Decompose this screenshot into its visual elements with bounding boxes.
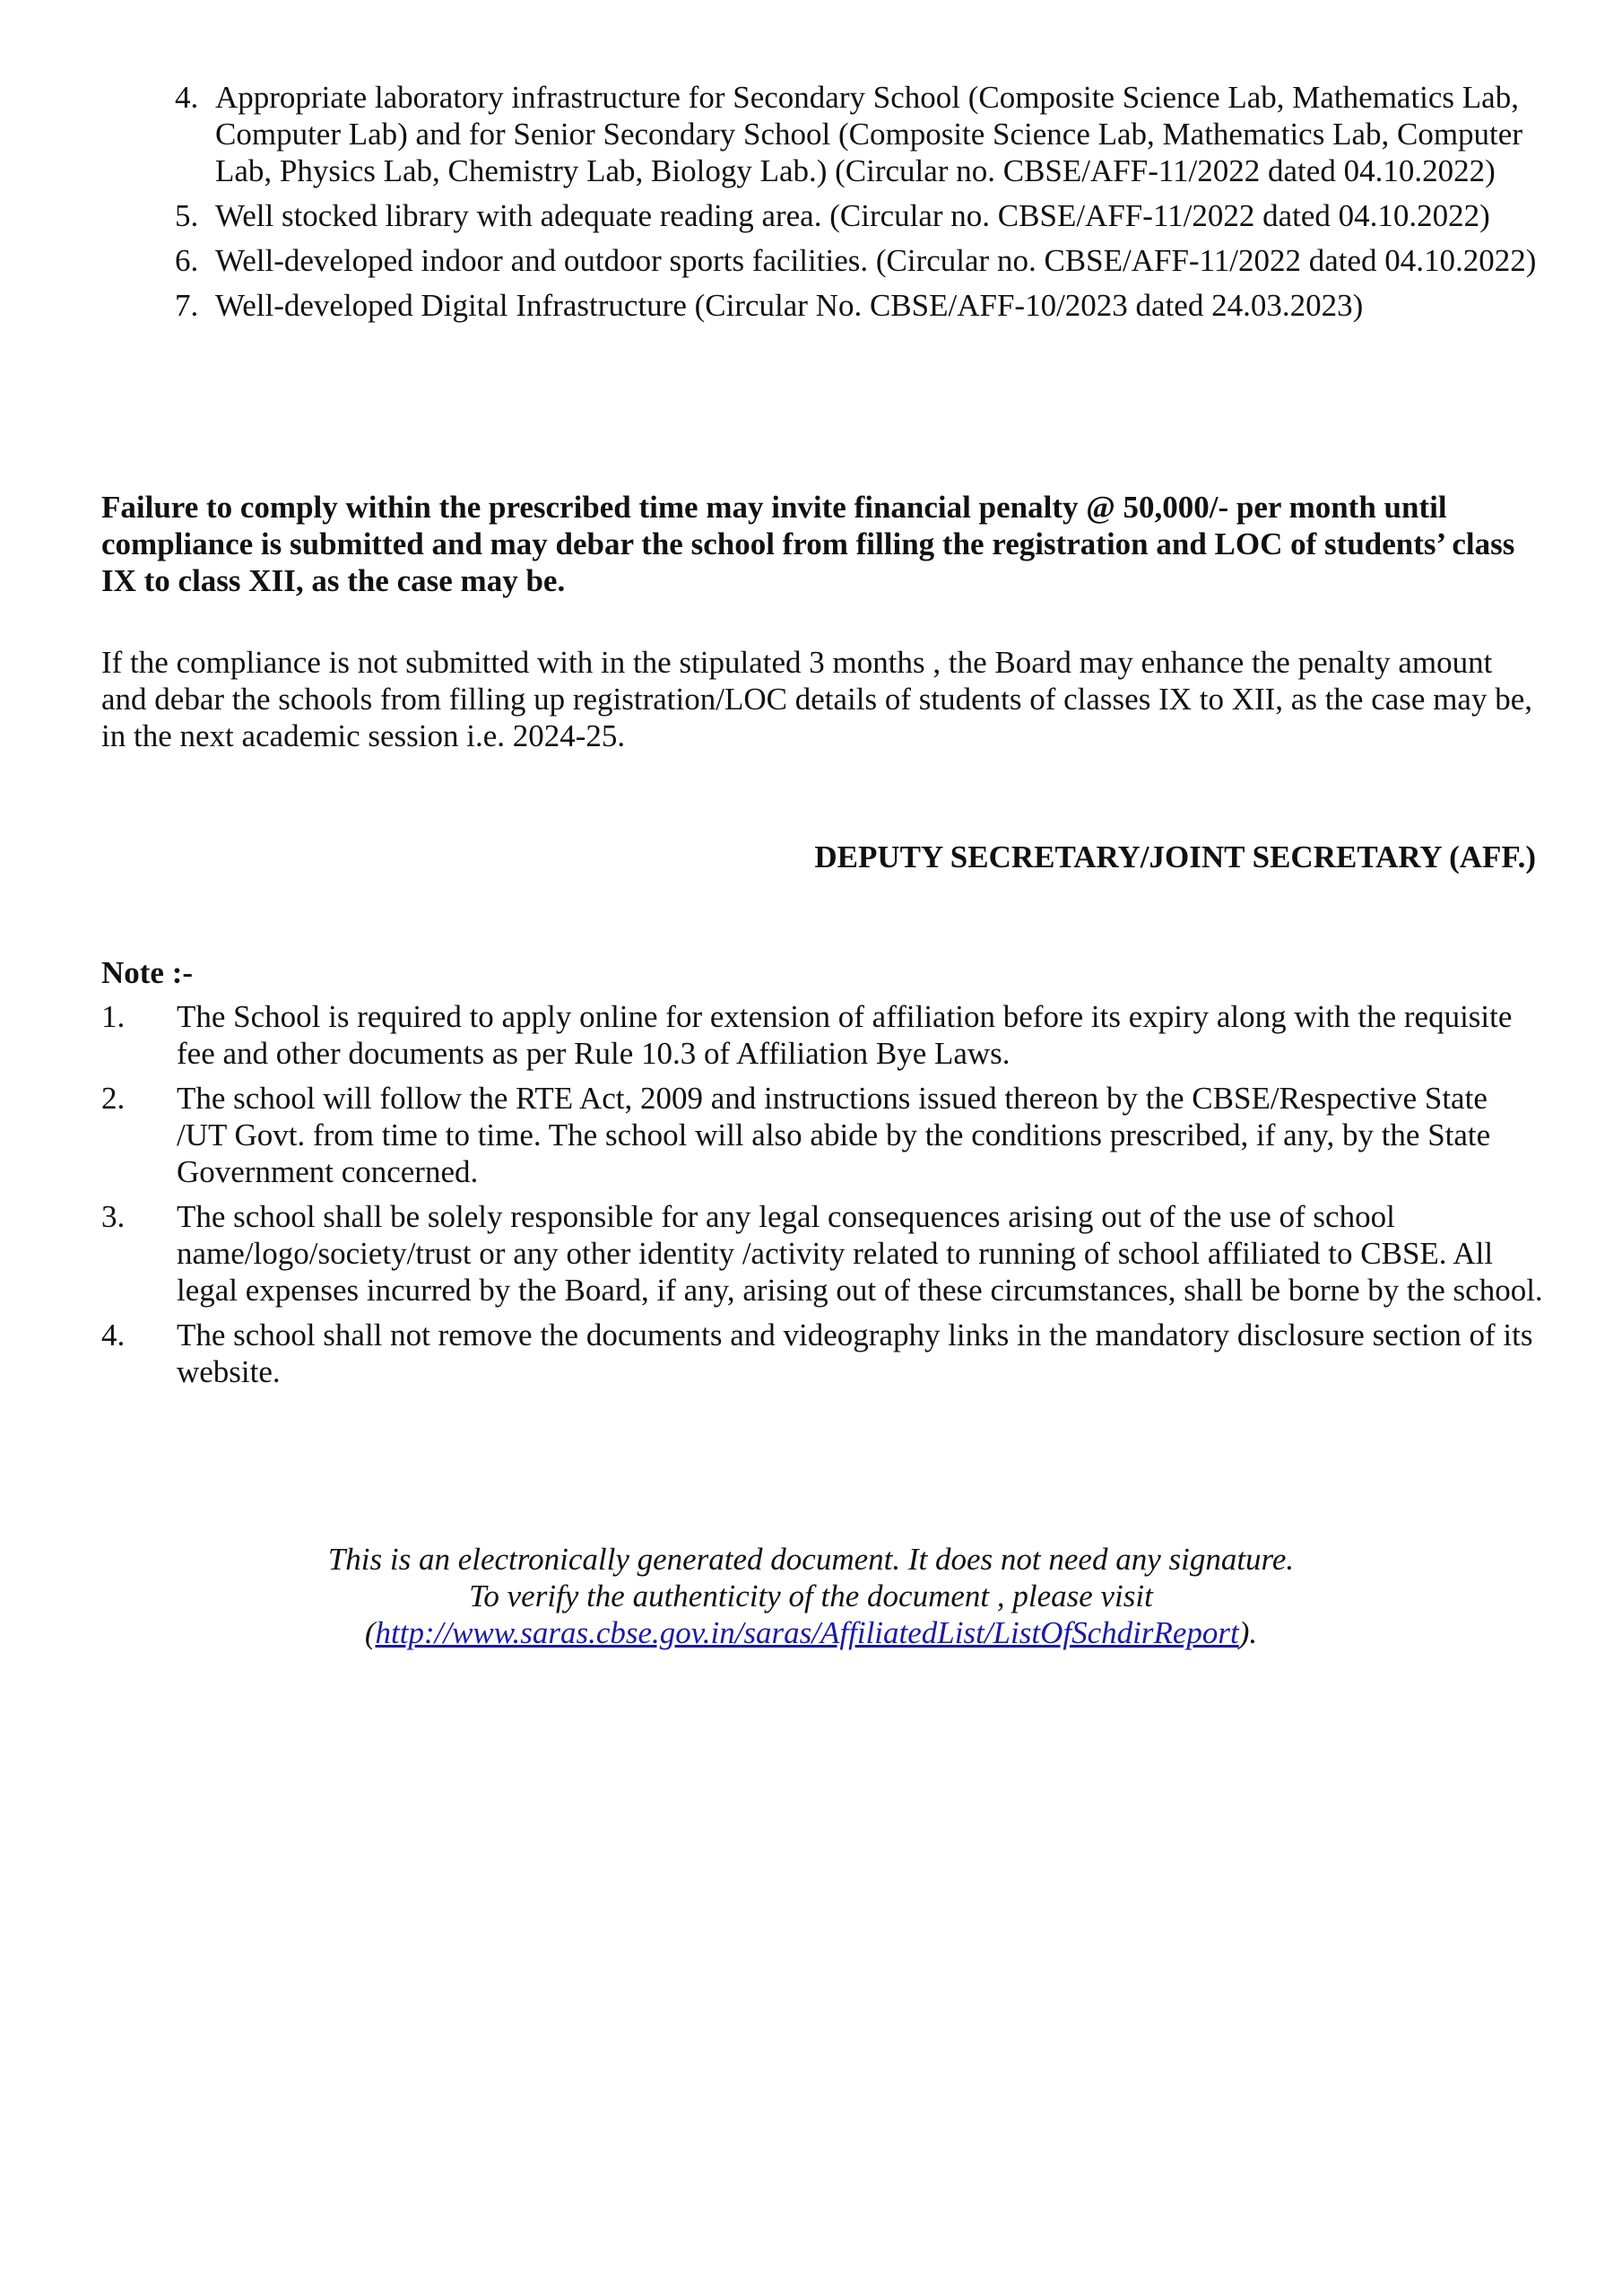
list-item-text: Well-developed Digital Infrastructure (Circular No. CBSE/AFF-10/2023 dated 24.03.2023)	[215, 288, 1364, 323]
list-item	[175, 287, 1538, 324]
footer-paren-close: ).	[1238, 1615, 1258, 1650]
penalty-paragraph: Failure to comply within the prescribed time may invite financial penalty @ 50,000/- per month until compliance is submitted and may debar the school from filling the registration and LOC of students’ class IX to class XII, as the case may be.	[101, 490, 1515, 598]
list-item-text: Well-developed indoor and outdoor sports facilities. (Circular no. CBSE/AFF-11/2022 dated 04.10.2022)	[215, 243, 1537, 278]
list-item-text: The school shall be solely responsible for any legal consequences arising out of the use of school name/logo/society/trust or any other identity /activity related to running of school affiliated to CBSE. All legal expenses incurred by the Board, if any, arising out of these circumstances, shall be borne by the school.	[177, 1199, 1543, 1308]
list-item-number: 3.	[101, 1199, 126, 1234]
list-item	[175, 242, 1538, 279]
signatory-title: DEPUTY SECRETARY/JOINT SECRETARY (AFF.)	[814, 839, 1536, 874]
footer-paren-open: (	[364, 1615, 376, 1650]
verification-link[interactable]: http://www.saras.cbse.gov.in/saras/AffiliatedList/ListOfSchdirReport	[375, 1615, 1239, 1650]
list-item	[101, 1198, 1545, 1309]
list-item-number: 7.	[175, 288, 199, 323]
requirements-list	[175, 79, 1538, 332]
list-item-number: 4.	[175, 80, 199, 115]
list-item-number: 6.	[175, 243, 199, 278]
list-item-text: The School is required to apply online for extension of affiliation before its expiry along with the requisite fee and other documents as per Rule 10.3 of Affiliation Bye Laws.	[177, 999, 1513, 1071]
footer-line: To verify the authenticity of the document , please visit	[469, 1578, 1153, 1613]
list-item-text: The school will follow the RTE Act, 2009 and instructions issued thereon by the CBSE/Respective State /UT Govt. from time to time. The school will also abide by the conditions prescribed, if any, by the State Government concerned.	[177, 1081, 1491, 1189]
list-item-number: 2.	[101, 1081, 126, 1116]
list-item	[101, 1080, 1545, 1190]
footer-line: This is an electronically generated document. It does not need any signature.	[327, 1542, 1295, 1577]
verification-footer	[0, 1541, 1622, 1651]
list-item	[175, 79, 1538, 189]
list-item	[101, 998, 1545, 1072]
note-heading: Note :-	[101, 955, 194, 990]
list-item	[175, 197, 1538, 234]
footer-link-line	[0, 1614, 1622, 1651]
list-item-text: The school shall not remove the documents and videography links in the mandatory disclosure section of its website.	[177, 1318, 1533, 1389]
list-item-text: Well stocked library with adequate reading area. (Circular no. CBSE/AFF-11/2022 dated 04.10.2022)	[215, 198, 1490, 233]
list-item-text: Appropriate laboratory infrastructure for Secondary School (Composite Science Lab, Mathematics Lab, Computer Lab) and for Senior Secondary School (Composite Science Lab, Mathematics Lab, Computer Lab, Physics Lab, Chemistry Lab, Biology Lab.) (Circular no. CBSE/AFF-11/2022 dated 04.10.2022)	[215, 80, 1522, 188]
list-item	[101, 1317, 1545, 1390]
list-item-number: 5.	[175, 198, 199, 233]
compliance-paragraph: If the compliance is not submitted with in the stipulated 3 months , the Board may enhance the penalty amount and debar the schools from filling up registration/LOC details of students of classes IX to XII, as the case may be, in the next academic session i.e. 2024-25.	[101, 645, 1532, 753]
notes-list	[101, 998, 1545, 1398]
list-item-number: 1.	[101, 999, 126, 1034]
list-item-number: 4.	[101, 1318, 126, 1352]
